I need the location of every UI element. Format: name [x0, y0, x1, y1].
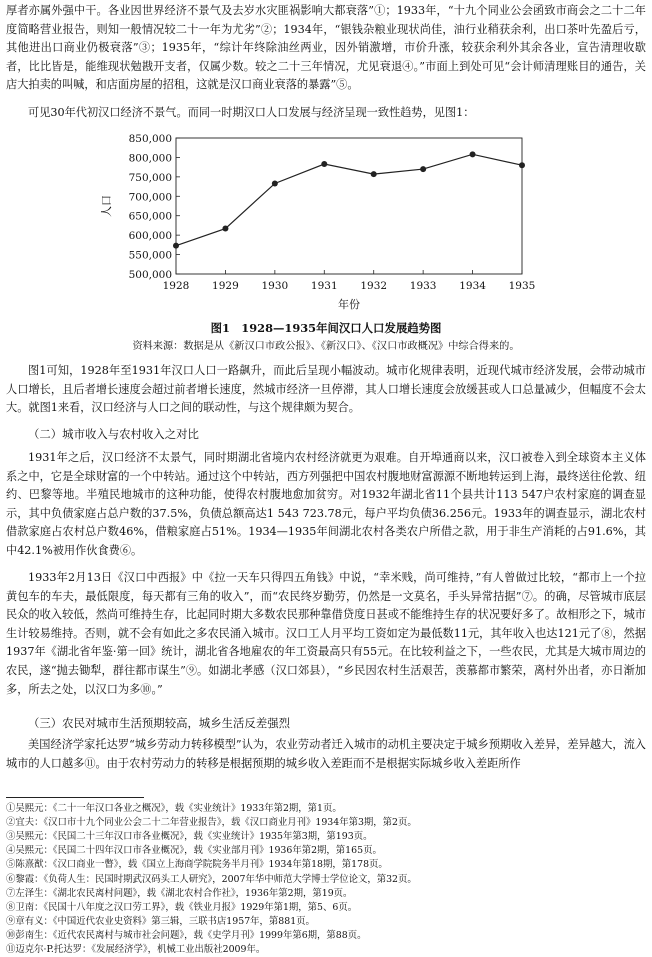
x-tick-label: 1929: [212, 280, 239, 292]
section-heading-3: （三）农民对城市生活预期较高，城乡生活反差强烈: [28, 716, 290, 730]
y-tick-label: 850,000: [128, 133, 172, 145]
y-tick-label: 550,000: [128, 249, 172, 262]
paragraph-2: 可见30年代初汉口经济不景气。而同一时期汉口人口发展与经济呈现一致性趋势，见图1：: [28, 106, 475, 119]
footnote-10: ⑩彭南生：《近代农民离村与城市社会问题》，载《史学月刊》1999年第6期，第88页。: [6, 929, 367, 941]
data-point-1928: [173, 243, 179, 249]
y-tick-label: 700,000: [128, 191, 172, 204]
y-tick-label: 500,000: [128, 269, 172, 281]
footnote-11: ⑪迈克尔·P.托达罗：《发展经济学》，机械工业出版社2009年。: [6, 944, 266, 955]
footnote-3: ③吴熙元：《民国二十三年汉口市各业概况》，载《实业统计》1935年第3期，第193页。: [6, 831, 373, 843]
figure-source: 资料来源：数据是从《新汉口市政公报》、《新汉口》、《汉口市政概况》中综合得来的。: [132, 341, 520, 352]
x-tick-label: 1933: [409, 280, 437, 292]
footnote-4: ④吴熙元：《民国二十四年汉口市各业概况》，载《实业部月刊》1936年第2期，第165页。: [6, 845, 382, 857]
footnote-7: ⑦左泽生：《湖北农民离村问题》，载《湖北农村合作社》，1936年第2期，第19页。: [6, 887, 353, 899]
y-axis-label: 人口: [100, 195, 113, 217]
y-tick-label: 800,000: [128, 152, 172, 165]
data-point-1929: [222, 226, 228, 232]
plot-frame: [176, 138, 522, 274]
data-point-1935: [519, 162, 525, 168]
footnote-1: ①吴熙元：《二十一年汉口各业之概况》，载《实业统计》1933年第2期，第1页。: [6, 803, 342, 814]
y-tick-label: 600,000: [128, 230, 172, 243]
y-tick-label: 750,000: [128, 171, 172, 184]
footnote-8: ⑧卫南：《民国十八年度之汉口劳工界》，载《铁业月报》1929年第1期，第5、6页。: [6, 901, 358, 913]
figure-1-chart: [96, 130, 556, 316]
data-point-1931: [321, 161, 327, 167]
paragraph-3: 图1可知，1928年至1931年汉口人口一路飙升，而此后呈现小幅波动。城市化规律表明，近现代城市经济发展，会带动城市人口增长，且后者增长速度会超过前者增长速度，然城市经济一旦停滞，其人口增长速度会放缓甚或人口总量减少，但幅度不会太大。就图1来看，汉口经济与人口之间的联动性，与这个规律颇为契合。: [6, 364, 646, 415]
footnote-divider: [6, 797, 144, 798]
footnote-5: ⑤陈熹猷：《汉口商业一瞥》，载《国立上海商学院院务半月刊》1934年第18期，第178页。: [6, 859, 388, 871]
data-point-1933: [420, 166, 426, 172]
x-tick-label: 1934: [459, 280, 486, 292]
x-tick-label: 1931: [310, 280, 338, 292]
x-tick-label: 1928: [162, 280, 190, 292]
x-axis-label: 年份: [338, 298, 360, 311]
x-tick-label: 1930: [261, 280, 289, 292]
data-point-1932: [371, 171, 377, 177]
figure-caption: 图1 1928—1935年间汉口人口发展趋势图: [210, 321, 442, 335]
population-line-chart: [96, 130, 556, 316]
paragraph-5: 1933年2月13日《汉口中西报》中《拉一天车只得四五角钱》中说，“幸米贱，尚可维持，”有人曾做过比较，“都市上一个拉黄包车的车夫，最低限度，每天都有三角的收入”，而“农民终岁勤劳，仍然是一文莫名，手头异常拮据”⑦。的确，尽管城市底层民众的收入较低，然尚可维持生存，比起同时期大多数农民那种靠借贷度日甚或不能维持生存的状况要好多了。故相形之下，城市生计较易维持。否则，就不会有如此之多农民涌入城市。汉口工人月平均工资如定为最低数11元，其年收入也达121元了⑧，然据1937年《湖北省年鉴·第一回》统计，湖北省各地雇农的年工资最高只有55元。在比较利益之下，一些农民，尤其是大城市周边的农民，遂“抛去锄犁，群往都市谋生”⑨。如湖北孝感（汉口郊县），“乡民因农村生活艰苦，羡慕都市繁荣，离村外出者，亦日渐加多，所去之处，以汉口为多⑩。”: [6, 571, 646, 696]
paragraph-4: 1931年之后，汉口经济不太景气，同时期湖北省境内农村经济就更为艰难。自开埠通商以来，汉口被卷入到全球资本主义体系之中，它是全球财富的一个中转站。通过这个中转站，西方列强把中国农村腹地财富源源不断地转运到上海，最终送往伦敦、纽约、巴黎等地。半殖民地城市的这种功能，使得农村腹地愈加贫穷。对1932年湖北省11个县共计113 547户农村家庭的调查显示，其中负债家庭占总户数的37.5%，负债总额高达1 543 723.78元，每户平均负债36.256元。1933年的调查显示，湖北农村借款家庭占农村总户数46%，借粮家庭占51%。1934—1935年间湖北农村各类农户所借之款，用于非生产消耗的占91.6%，其中42.1%被用作伙食费⑥。: [6, 451, 646, 557]
x-tick-label: 1935: [508, 280, 536, 292]
y-tick-label: 650,000: [128, 210, 172, 223]
section-heading-2: （二）城市收入与农村收入之对比: [28, 427, 199, 441]
data-point-1930: [272, 180, 278, 186]
paragraph-6: 美国经济学家托达罗“城乡劳动力转移模型”认为，农业劳动者迁入城市的动机主要决定于城乡预期收入差异，差异越大，流入城市的人口越多⑪。由于农村劳动力的转移是根据预期的城乡收入差距而不是根据实际城乡收入差距所作: [6, 738, 646, 770]
footnote-2: ②宜夫：《汉口市十九个同业公会二十二年营业报告》，载《汉口商业月刊》1934年第3期，第2页。: [6, 817, 417, 829]
footnote-6: ⑥黎霞：《负荷人生：民国时期武汉码头工人研究》，2007年华中师范大学博士学位论文，第32页。: [6, 873, 417, 885]
x-tick-label: 1932: [360, 280, 388, 292]
footnote-9: ⑨章有义：《中国近代农业史资料》第三辑，三联书店1957年，第881页。: [6, 915, 315, 927]
population-series-line: [176, 154, 522, 245]
paragraph-1: 厚者亦属外强中干。各业因世界经济不景气及去岁水灾匪祸影响大都衰落”①；1933年，“十九个同业公会函致市商会之二十二年度简略营业报告，则知一般情况较二十一年为尤劣”②；1934年，“银钱杂粮业现状尚佳，油行业稍获余利，出口茶叶先盈后亏，其他进出口商业仍极衰落”③；1935年，“综计年终除油丝两业，因外销激增，市价升涨，较获余利外其余各业，宣告清理收歇者，比比皆是，能维现状勉戡开支者，仅属少数。较之二十三年情况，尤见衰退④。”市面上到处可见“会计师清理账目的通告，关店大拍卖的叫喊，和店面房屋的招租，这就是汉口商业衰落的暴露”⑤。: [6, 4, 646, 92]
data-point-1934: [470, 151, 476, 157]
